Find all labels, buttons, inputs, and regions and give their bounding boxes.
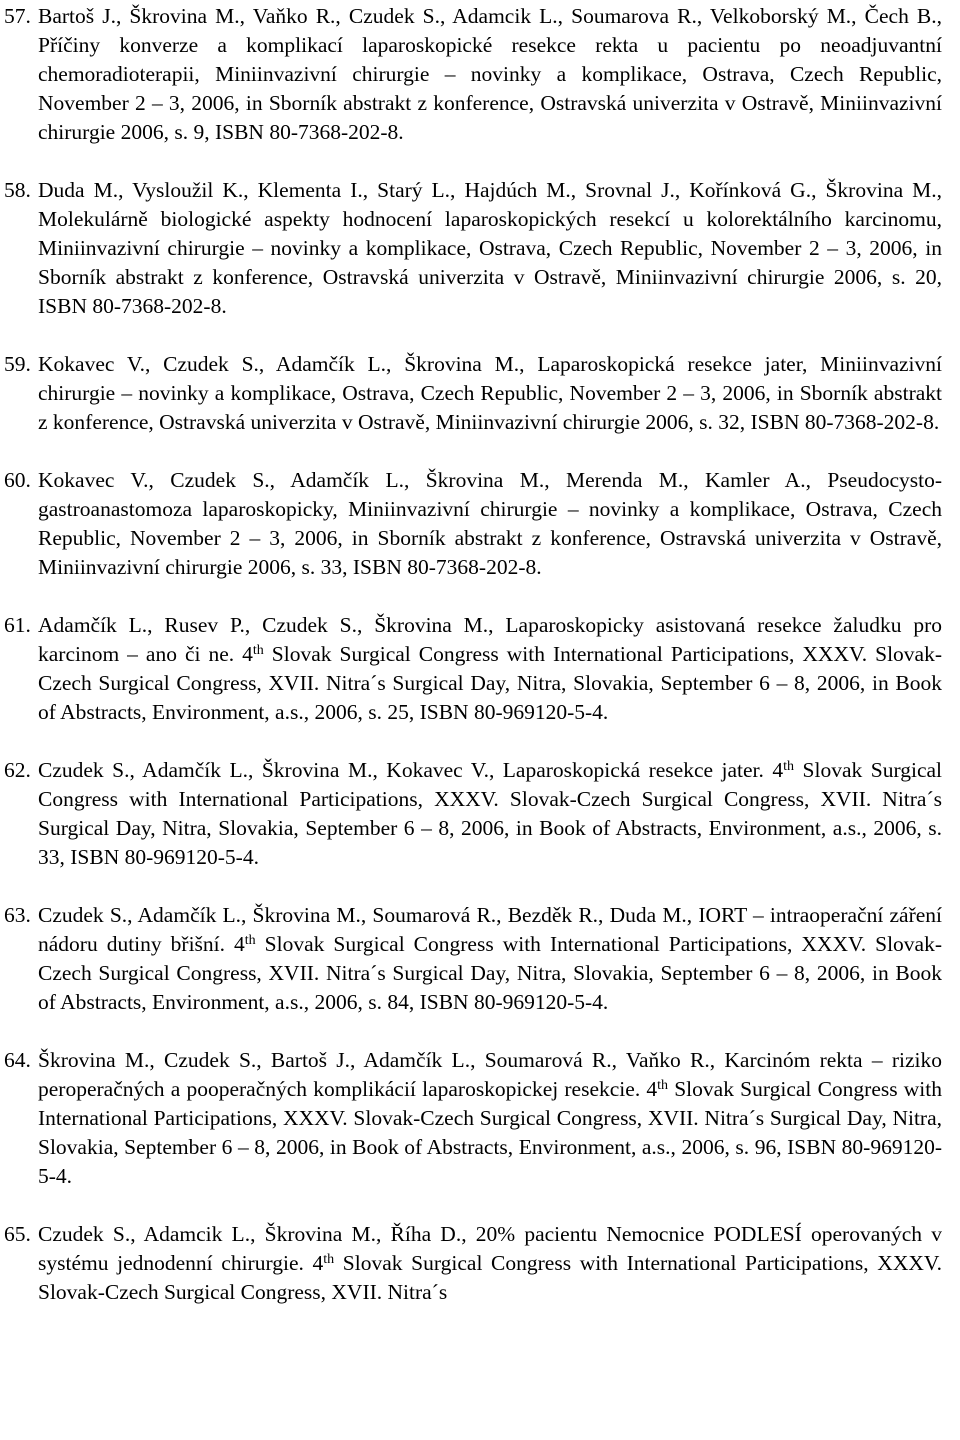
ordinal-suffix: th (657, 1078, 669, 1093)
reference-citation: Kokavec V., Czudek S., Adamčík L., Škrovina M., Laparoskopická resekce jater, Miniinvazivní chirurgie – novinky a komplikace, Ostrava, Czech Republic, November 2 – 3, 2006, in Sborník abstrakt z konference, Ostravská univerzita v Ostravě, Miniinvazivní chirurgie 2006, s. 32, ISBN 80-7368-202-8. (38, 352, 942, 434)
reference-entry-59 (4, 350, 942, 437)
reference-text (38, 756, 942, 872)
ordinal-suffix: th (244, 933, 256, 948)
reference-entry-58 (4, 176, 942, 321)
reference-number: 63. (4, 903, 31, 927)
reference-number: 57. (4, 4, 31, 28)
reference-number: 58. (4, 178, 31, 202)
reference-number: 61. (4, 613, 31, 637)
reference-text (38, 2, 942, 147)
reference-citation-end: Slovak Surgical Congress with International Participations, XXXV. Slovak-Czech Surgical Congress, XVII. Nitra´s Surgical Day, Nitra, Slovakia, September 6 – 8, 2006, in Book of Abstracts, Environment, a.s., 2006, s. 25, ISBN 80-969120-5-4. (38, 642, 942, 724)
reference-citation-start: Adamčík L., Rusev P., Czudek S., Škrovina M., Laparoskopicky asistovaná resekce žaludku pro karcinom – ano či ne. 4 (38, 613, 942, 666)
reference-entry-62 (4, 756, 942, 872)
reference-entry-65 (4, 1220, 942, 1307)
ordinal-suffix: th (323, 1252, 335, 1267)
reference-text (38, 901, 942, 1017)
reference-citation-end: Slovak Surgical Congress with International Participations, XXXV. Slovak-Czech Surgical Congress, XVII. Nitra´s Surgical Day, Nitra, Slovakia, September 6 – 8, 2006, in Book of Abstracts, Environment, a.s., 2006, s. 96, ISBN 80-969120-5-4. (38, 1077, 943, 1188)
reference-citation: Bartoš J., Škrovina M., Vaňko R., Czudek S., Adamcik L., Soumarova R., Velkoborský M., Čech B., Příčiny konverze a komplikací laparoskopické resekce rekta u pacientu po neoadjuvantní chemoradioterapii, Miniinvazivní chirurgie – novinky a komplikace, Ostrava, Czech Republic, November 2 – 3, 2006, in Sborník abstrakt z konference, Ostravská univerzita v Ostravě, Miniinvazivní chirurgie 2006, s. 9, ISBN 80-7368-202-8. (38, 4, 942, 144)
reference-text (38, 1220, 942, 1307)
reference-citation: Duda M., Vysloužil K., Klementa I., Starý L., Hajdúch M., Srovnal J., Kořínková G., Škrovina M., Molekulárně biologické aspekty hodnocení laparoskopických resekcí u kolorektálního karcinomu, Miniinvazivní chirurgie – novinky a komplikace, Ostrava, Czech Republic, November 2 – 3, 2006, in Sborník abstrakt z konference, Ostravská univerzita v Ostravě, Miniinvazivní chirurgie 2006, s. 20, ISBN 80-7368-202-8. (38, 178, 942, 318)
reference-citation-end: Slovak Surgical Congress with International Participations, XXXV. Slovak-Czech Surgical Congress, XVII. Nitra´s Surgical Day, Nitra, Slovakia, September 6 – 8, 2006, in Book of Abstracts, Environment, a.s., 2006, s. 84, ISBN 80-969120-5-4. (38, 932, 943, 1014)
reference-text (38, 350, 942, 437)
reference-entry-64 (4, 1046, 942, 1191)
reference-citation: Kokavec V., Czudek S., Adamčík L., Škrovina M., Merenda M., Kamler A., Pseudocysto-gastroanastomoza laparoskopicky, Miniinvazivní chirurgie – novinky a komplikace, Ostrava, Czech Republic, November 2 – 3, 2006, in Sborník abstrakt z konference, Ostravská univerzita v Ostravě, Miniinvazivní chirurgie 2006, s. 33, ISBN 80-7368-202-8. (38, 468, 942, 579)
reference-text (38, 611, 942, 727)
reference-citation-end: Slovak Surgical Congress with International Participations, XXXV. Slovak-Czech Surgical Congress, XVII. Nitra´s (38, 1251, 943, 1304)
reference-text (38, 466, 942, 582)
reference-text (38, 176, 942, 321)
reference-citation-start: Czudek S., Adamcik L., Škrovina M., Říha D., 20% pacientu Nemocnice PODLESÍ operovaných v systému jednodenní chirurgie. 4 (38, 1222, 942, 1275)
reference-entry-57 (4, 2, 942, 147)
reference-citation-start: Škrovina M., Czudek S., Bartoš J., Adamčík L., Soumarová R., Vaňko R., Karcinóm rekta – riziko peroperačných a pooperačných komplikácií laparoskopickej resekcie. 4 (38, 1048, 942, 1101)
reference-citation-end: Slovak Surgical Congress with International Participations, XXXV. Slovak-Czech Surgical Congress, XVII. Nitra´s Surgical Day, Nitra, Slovakia, September 6 – 8, 2006, in Book of Abstracts, Environment, a.s., 2006, s. 33, ISBN 80-969120-5-4. (38, 758, 943, 869)
reference-entry-63 (4, 901, 942, 1017)
ordinal-suffix: th (252, 643, 264, 658)
reference-text (38, 1046, 942, 1191)
reference-number: 62. (4, 758, 31, 782)
reference-citation-start: Czudek S., Adamčík L., Škrovina M., Soumarová R., Bezděk R., Duda M., IORT – intraoperační záření nádoru dutiny břišní. 4 (38, 903, 942, 956)
ordinal-suffix: th (783, 759, 795, 774)
reference-entry-60 (4, 466, 942, 582)
reference-number: 60. (4, 468, 31, 492)
reference-number: 65. (4, 1222, 31, 1246)
reference-citation-start: Czudek S., Adamčík L., Škrovina M., Kokavec V., Laparoskopická resekce jater. 4 (38, 758, 784, 782)
reference-number: 64. (4, 1048, 31, 1072)
reference-entry-61 (4, 611, 942, 727)
reference-number: 59. (4, 352, 31, 376)
